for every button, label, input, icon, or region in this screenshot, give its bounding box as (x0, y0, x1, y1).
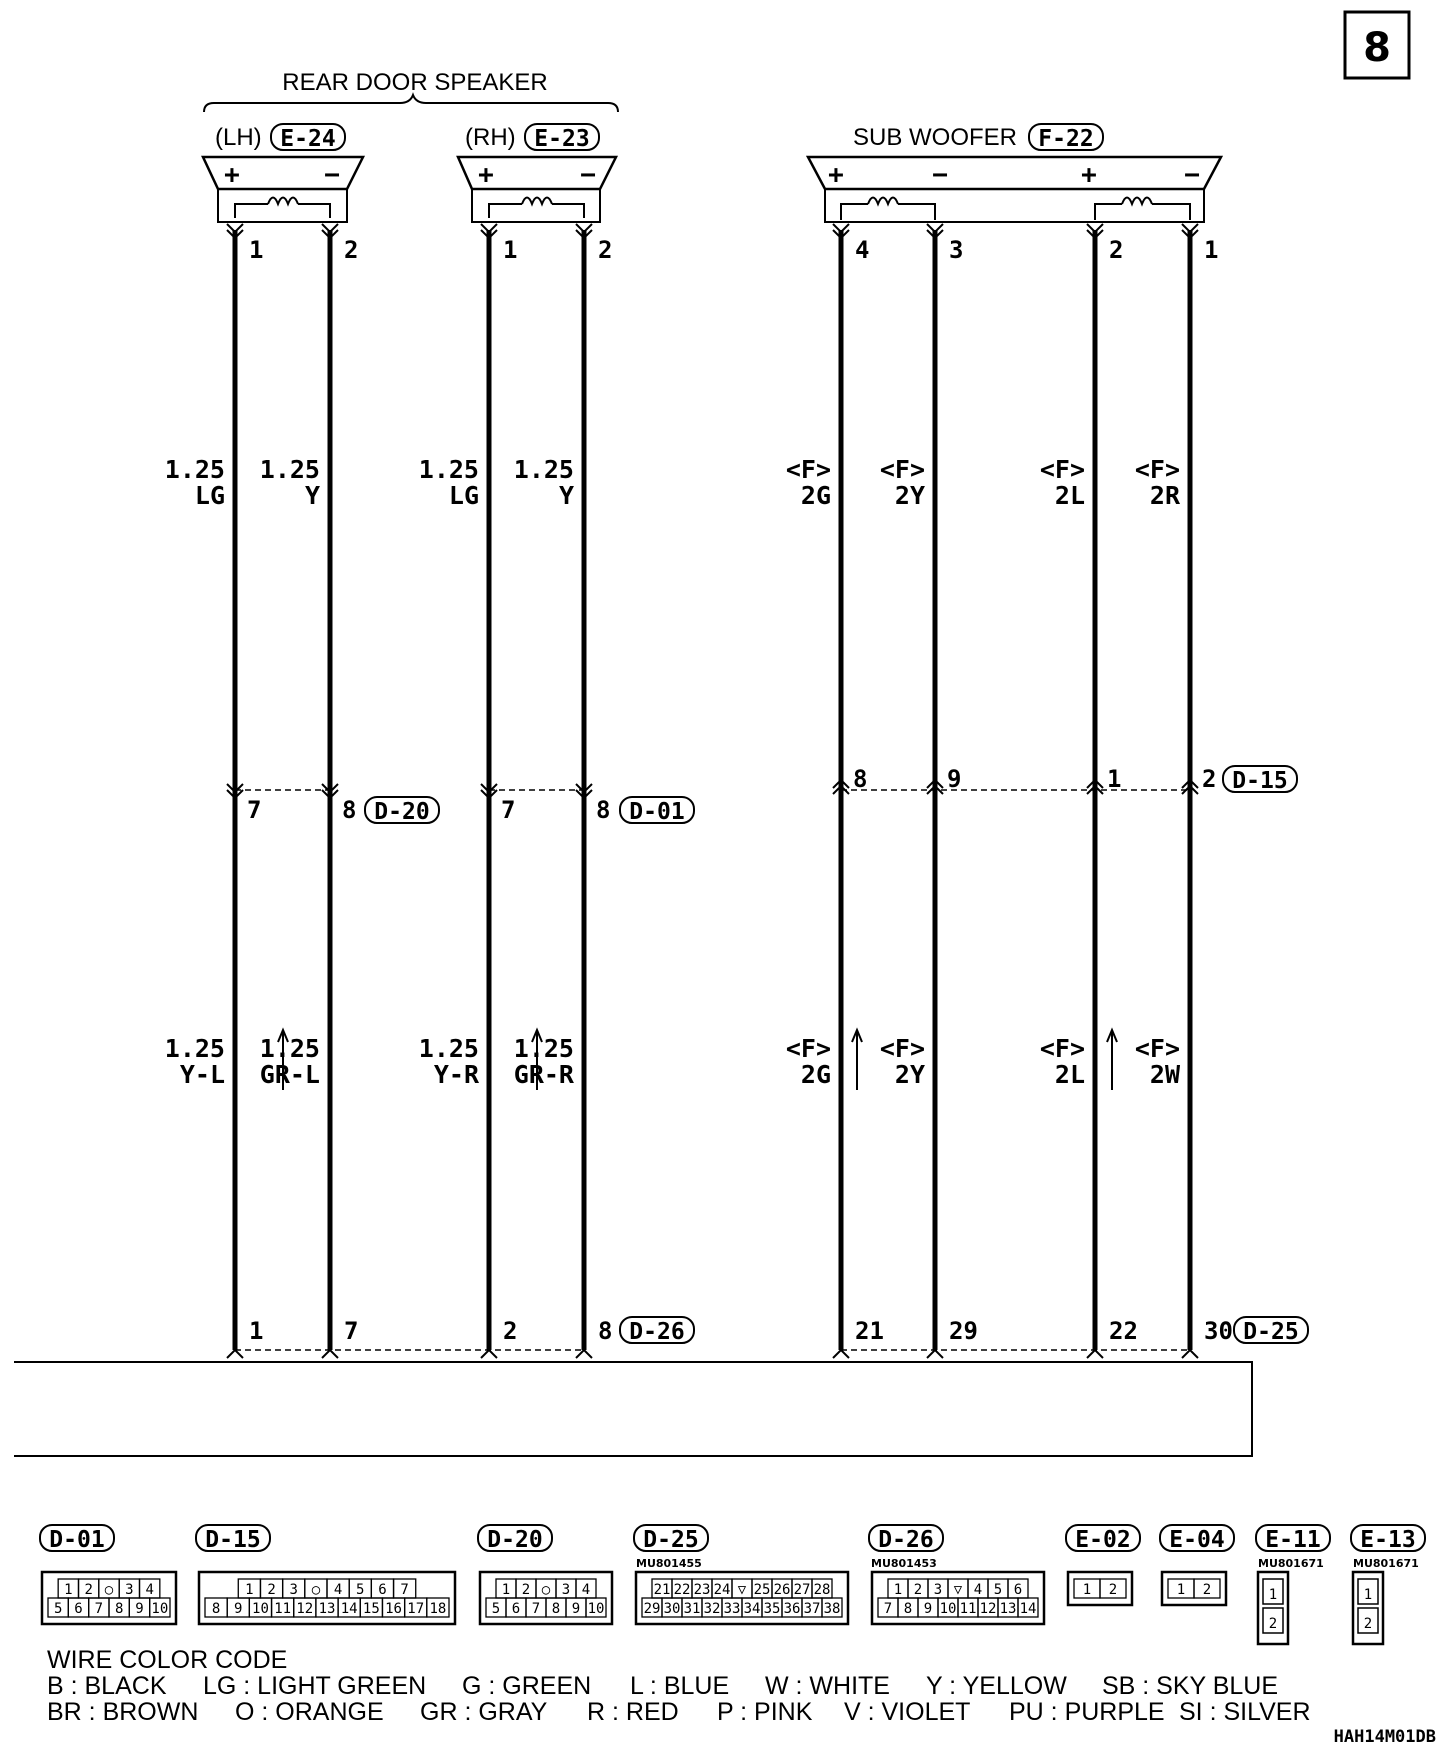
top-pin-label: 2 (598, 236, 613, 264)
connector-pin-number: ○ (311, 1582, 321, 1598)
sub-woofer-minus-sign-1: − (932, 160, 948, 190)
connector-pin-number: 27 (793, 1582, 811, 1598)
upper-size-label: <F> (879, 455, 925, 484)
sub-woofer-plus-sign-1: + (828, 160, 844, 190)
bottom-terminal-mark (1087, 1350, 1103, 1358)
lower-size-label: 1.25 (164, 1034, 225, 1063)
connector-pin-number: 10 (151, 1601, 169, 1617)
upper-size-label: <F> (785, 455, 831, 484)
mid-pin-label: 7 (247, 796, 262, 824)
connector-pin-number: 21 (653, 1582, 671, 1598)
connector-code: E-04 (1169, 1527, 1225, 1553)
wire-5 (786, 224, 884, 1358)
connector-pin-number: 31 (683, 1601, 701, 1617)
rh-plus-sign: + (478, 160, 494, 190)
top-pin-label: 1 (1204, 236, 1219, 264)
connector-pin-number: 26 (773, 1582, 791, 1598)
bottom-pin-label: 21 (855, 1317, 884, 1345)
connector-part-number: MU801671 (1353, 1557, 1419, 1570)
connector-pin-number: 12 (979, 1601, 997, 1617)
lower-size-label: 1.25 (418, 1034, 479, 1063)
lh-plus-sign: + (224, 160, 240, 190)
connector-pin-number: 5 (491, 1601, 501, 1617)
connector-pin-number: 8 (211, 1601, 221, 1617)
lower-size-label: 1.25 (259, 1034, 320, 1063)
wire-color-entry: BR : BROWN (47, 1698, 199, 1726)
wire-color-entry: W : WHITE (765, 1672, 890, 1700)
connector-pin-number: 16 (385, 1601, 402, 1617)
connector-code: D-26 (878, 1527, 934, 1553)
connector-pin-number: 35 (763, 1601, 781, 1617)
wire-color-entry: O : ORANGE (235, 1698, 384, 1726)
connector-code: D-25 (643, 1527, 699, 1553)
upper-size-label: <F> (1134, 455, 1180, 484)
connector-pin-number: 12 (296, 1601, 314, 1617)
drawing-code: HAH14M01DB (1333, 1727, 1436, 1747)
wire-color-entry: SI : SILVER (1179, 1698, 1311, 1726)
bottom-pin-label: 7 (344, 1317, 359, 1345)
connector-pin-number: 7 (94, 1601, 104, 1617)
lh-minus-sign: − (324, 160, 340, 190)
connector-pin-number: 9 (571, 1601, 581, 1617)
bottom-pin-label: 8 (598, 1317, 613, 1345)
bottom-connector-code-2: D-25 (1243, 1319, 1299, 1345)
connector-pin-number: 2 (267, 1582, 276, 1598)
connector-pin-number: 9 (135, 1601, 144, 1617)
lower-size-label: <F> (1134, 1034, 1180, 1063)
connector-pin-number: 6 (74, 1601, 83, 1617)
connector-part-number: MU801455 (636, 1557, 702, 1570)
upper-size-label: 1.25 (513, 455, 574, 484)
upper-size-label: 1.25 (418, 455, 479, 484)
connector-pin-number: 10 (252, 1601, 269, 1617)
connector-pin-number: 29 (643, 1601, 661, 1617)
upper-size-label: 1.25 (259, 455, 320, 484)
mid-pin-label: 7 (501, 796, 516, 824)
connector-pin-number: 6 (511, 1601, 521, 1617)
top-pin-label: 3 (949, 236, 964, 264)
bottom-terminal-mark (322, 1350, 338, 1358)
connector-code: E-11 (1265, 1527, 1321, 1553)
upper-color-label: 2L (1054, 481, 1085, 510)
connector-pin-number: 17 (407, 1601, 425, 1617)
wire-color-entry: L : BLUE (630, 1672, 730, 1700)
mid-connector-code-2: D-01 (629, 799, 685, 825)
connector-pin-number: 18 (429, 1601, 447, 1617)
connector-pin-number: 1 (1082, 1582, 1092, 1598)
wire-7 (1040, 224, 1138, 1358)
connector-pin-number: 6 (378, 1582, 387, 1598)
connector-pin-number: 23 (693, 1582, 711, 1598)
upper-size-label: 1.25 (164, 455, 225, 484)
connector-view-d-01 (40, 1525, 176, 1624)
bottom-pin-label: 22 (1109, 1317, 1138, 1345)
connector-pin-number: 38 (823, 1601, 841, 1617)
top-pin-label: 2 (344, 236, 359, 264)
connector-pin-number: ▽ (737, 1582, 747, 1598)
connector-pin-number: 5 (53, 1601, 63, 1617)
connector-pin-number: ○ (104, 1582, 114, 1598)
bottom-terminal-mark (833, 1350, 849, 1358)
wire-color-entry: GR : GRAY (420, 1698, 548, 1726)
lh-connector-code: E-24 (280, 126, 336, 152)
connector-pin-number: 34 (743, 1601, 761, 1617)
wire-4 (514, 224, 613, 1358)
lower-color-label: 2W (1149, 1060, 1180, 1089)
mid-pin-label: 9 (947, 765, 962, 793)
connector-pin-number: 9 (923, 1601, 933, 1617)
connector-part-number: MU801453 (871, 1557, 937, 1570)
upper-color-label: Y (304, 481, 320, 510)
connector-pin-number: 4 (581, 1582, 591, 1598)
connector-view-d-26 (869, 1525, 1044, 1624)
connector-pin-number: 2 (1202, 1582, 1212, 1598)
upper-size-label: <F> (1039, 455, 1085, 484)
connector-code: E-13 (1360, 1527, 1416, 1553)
connector-view-e-13 (1351, 1525, 1425, 1644)
wire-color-entry: P : PINK (717, 1698, 813, 1726)
wire-color-entry: LG : LIGHT GREEN (203, 1672, 427, 1700)
mid-pin-label: 8 (853, 765, 868, 793)
connector-pin-number: 14 (1019, 1601, 1037, 1617)
connector-pin-number: 1 (1268, 1587, 1278, 1603)
lower-size-label: <F> (785, 1034, 831, 1063)
sub-woofer-symbol (808, 157, 1221, 222)
connector-code: D-01 (49, 1527, 105, 1553)
connector-pin-number: 30 (663, 1601, 681, 1617)
lower-color-label: 2Y (894, 1060, 925, 1089)
upper-color-label: LG (448, 481, 479, 510)
signal-direction-arrow (1107, 1030, 1117, 1090)
connector-pin-number: 1 (64, 1582, 73, 1598)
rh-connector-code: E-23 (534, 126, 590, 152)
upper-color-label: 2Y (894, 481, 925, 510)
wire-color-entry: SB : SKY BLUE (1102, 1672, 1279, 1700)
bottom-pin-label: 29 (949, 1317, 978, 1345)
sub-woofer-plus-sign-2: + (1081, 160, 1097, 190)
upper-color-label: Y (558, 481, 574, 510)
connector-pin-number: 4 (973, 1582, 983, 1598)
wire-color-entry: PU : PURPLE (1009, 1698, 1165, 1726)
upper-color-label: 2R (1149, 481, 1180, 510)
mid-pin-label: 8 (342, 796, 357, 824)
connector-pin-number: 13 (318, 1601, 336, 1617)
lower-color-label: Y-R (433, 1060, 479, 1089)
connector-pin-number: 2 (84, 1582, 93, 1598)
connector-pin-number: 3 (561, 1582, 571, 1598)
connector-pin-number: 3 (933, 1582, 943, 1598)
connector-pin-number: 1 (1363, 1587, 1373, 1603)
bottom-terminal-mark (576, 1350, 592, 1358)
connector-pin-number: ○ (541, 1582, 551, 1598)
connector-pin-number: 14 (340, 1601, 358, 1617)
connector-pin-number: 32 (703, 1601, 721, 1617)
connector-pin-number: 10 (939, 1601, 957, 1617)
connector-pin-number: 25 (753, 1582, 771, 1598)
lower-color-label: 2L (1054, 1060, 1085, 1089)
speaker-brace (204, 95, 618, 112)
connector-pin-number: 1 (501, 1582, 511, 1598)
mid-pin-label: 2 (1202, 765, 1217, 793)
connector-pin-number: 1 (1176, 1582, 1186, 1598)
wire-8 (1135, 224, 1233, 1358)
connector-pin-number: 5 (356, 1582, 365, 1598)
connector-pin-number: 2 (1108, 1582, 1118, 1598)
connector-pin-number: 4 (333, 1582, 343, 1598)
wire-color-entry: Y : YELLOW (926, 1672, 1067, 1700)
bottom-terminal-mark (927, 1350, 943, 1358)
sub-woofer-title: SUB WOOFER (853, 124, 1018, 151)
connector-pin-number: 2 (521, 1582, 531, 1598)
page-number: 8 (1363, 25, 1391, 71)
connector-pin-number: 2 (913, 1582, 923, 1598)
sub-woofer-minus-sign-2: − (1184, 160, 1200, 190)
connector-code: E-02 (1075, 1527, 1131, 1553)
connector-pin-number: 37 (803, 1601, 821, 1617)
connector-pin-number: 2 (1268, 1616, 1278, 1632)
connector-pin-number: 24 (713, 1582, 731, 1598)
connector-pin-number: 3 (125, 1582, 134, 1598)
lower-size-label: 1.25 (513, 1034, 574, 1063)
top-pin-label: 1 (249, 236, 264, 264)
connector-pin-number: 10 (587, 1601, 605, 1617)
wire-2 (260, 224, 359, 1358)
lower-size-label: <F> (1039, 1034, 1085, 1063)
lh-label: (LH) (215, 124, 262, 151)
connector-pin-number: 3 (289, 1582, 298, 1598)
connector-pin-number: 1 (245, 1582, 254, 1598)
connector-pin-number: 8 (551, 1601, 561, 1617)
connector-part-number: MU801671 (1258, 1557, 1324, 1570)
connector-pin-number: 28 (813, 1582, 831, 1598)
connector-view-d-25 (634, 1525, 848, 1624)
mid-connector-code-3: D-15 (1232, 768, 1288, 794)
wire-color-entry: R : RED (587, 1698, 679, 1726)
connector-pin-number: 7 (400, 1582, 409, 1598)
rh-label: (RH) (465, 124, 516, 151)
sub-woofer-connector-code: F-22 (1038, 126, 1094, 152)
bottom-terminal-mark (1182, 1350, 1198, 1358)
connector-view-d-20 (478, 1525, 612, 1624)
bottom-pin-label: 30 (1204, 1317, 1233, 1345)
bottom-connector-code-1: D-26 (629, 1319, 685, 1345)
connector-pin-number: 33 (723, 1601, 741, 1617)
lower-color-label: 2G (800, 1060, 831, 1089)
connector-pin-number: 8 (114, 1601, 124, 1617)
top-pin-label: 1 (503, 236, 518, 264)
wire-3 (419, 224, 518, 1358)
connector-pin-number: 22 (673, 1582, 691, 1598)
mid-connector-code-1: D-20 (374, 799, 430, 825)
upper-color-label: 2G (800, 481, 831, 510)
lower-size-label: <F> (879, 1034, 925, 1063)
connector-pin-number: 11 (274, 1601, 292, 1617)
bottom-terminal-mark (481, 1350, 497, 1358)
connector-pin-number: 11 (959, 1601, 977, 1617)
connector-pin-number: 6 (1013, 1582, 1023, 1598)
mid-pin-label: 8 (596, 796, 611, 824)
connector-pin-number: 7 (531, 1601, 541, 1617)
connector-view-e-04 (1160, 1525, 1234, 1605)
bottom-pin-label: 2 (503, 1317, 518, 1345)
connector-pin-number: 5 (993, 1582, 1003, 1598)
connector-pin-number: 1 (893, 1582, 903, 1598)
bottom-pin-label: 1 (249, 1317, 264, 1345)
connector-pin-number: 2 (1363, 1616, 1373, 1632)
rear-door-speaker-title: REAR DOOR SPEAKER (282, 69, 548, 96)
rh-minus-sign: − (580, 160, 596, 190)
connector-pin-number: 15 (362, 1601, 380, 1617)
wire-1 (165, 224, 264, 1358)
upper-color-label: LG (194, 481, 225, 510)
unit-box (14, 1362, 1252, 1456)
connector-view-e-11 (1256, 1525, 1330, 1644)
connector-code: D-15 (205, 1527, 261, 1553)
wire-color-entry: V : VIOLET (844, 1698, 971, 1726)
connector-pin-number: 7 (883, 1601, 893, 1617)
lower-color-label: GR-R (513, 1060, 574, 1089)
wire-color-entry: B : BLACK (47, 1672, 167, 1700)
connector-view-d-15 (196, 1525, 455, 1624)
signal-direction-arrow (852, 1030, 862, 1090)
top-pin-label: 4 (855, 236, 870, 264)
top-pin-label: 2 (1109, 236, 1124, 264)
connector-pin-number: 8 (903, 1601, 913, 1617)
bottom-terminal-mark (227, 1350, 243, 1358)
connector-pin-number: 4 (145, 1582, 154, 1598)
lower-color-label: Y-L (179, 1060, 225, 1089)
connector-view-e-02 (1066, 1525, 1140, 1605)
lower-color-label: GR-L (259, 1060, 320, 1089)
connector-pin-number: 36 (783, 1601, 801, 1617)
mid-pin-label: 1 (1107, 765, 1122, 793)
connector-pin-number: 13 (999, 1601, 1017, 1617)
connector-code: D-20 (487, 1527, 543, 1553)
wire-color-entry: G : GREEN (462, 1672, 592, 1700)
connector-pin-number: 9 (234, 1601, 243, 1617)
wire-6 (880, 224, 978, 1358)
wire-color-code-title: WIRE COLOR CODE (47, 1646, 288, 1674)
connector-pin-number: ▽ (953, 1582, 963, 1598)
